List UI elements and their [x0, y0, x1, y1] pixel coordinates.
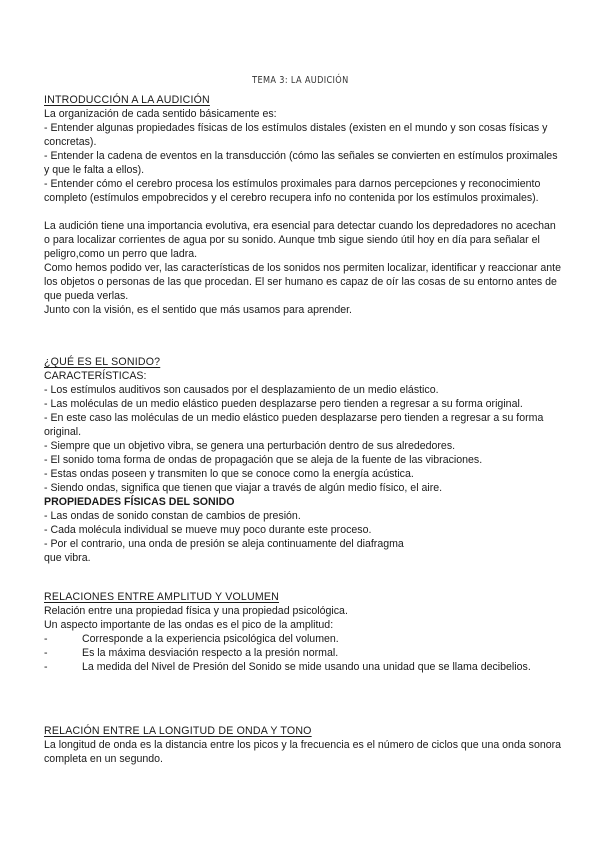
intro-heading: INTRODUCCIÓN A LA AUDICIÓN — [44, 94, 210, 106]
intro-paragraph: Junto con la visión, es el sentido que más usamos para aprender. — [44, 304, 352, 316]
dash-marker: - — [44, 661, 48, 673]
dash-marker: - — [44, 647, 48, 659]
amplitude-item — [44, 632, 564, 646]
amplitude-line: Relación entre una propiedad física y una propiedad psicológica. — [44, 605, 348, 617]
sound-subheading: CARACTERÍSTICAS: — [44, 370, 147, 382]
page-title: TEMA 3: LA AUDICIÓN — [252, 75, 349, 86]
amplitude-item — [44, 660, 564, 674]
intro-paragraph: Como hemos podido ver, las características de los sonidos nos permiten localizar, identificar y reaccionar ante los objetos o personas de las que procedan. El ser humano es capaz de oír las cosas de su entorno antes de que pueda verlas. — [44, 262, 561, 302]
sound-item: - Las moléculas de un medio elástico pueden desplazarse pero tienden a regresar a su forma original. — [44, 398, 523, 410]
wavelength-heading: RELACIÓN ENTRE LA LONGITUD DE ONDA Y TONO — [44, 725, 312, 737]
sound-item: - El sonido toma forma de ondas de propagación que se aleja de la fuente de las vibraciones. — [44, 454, 483, 466]
amplitude-item-text: Corresponde a la experiencia psicológica del volumen. — [82, 633, 339, 645]
amplitude-item-text: La medida del Nivel de Presión del Sonido se mide usando una unidad que se llama decibelios. — [82, 661, 531, 673]
sound-heading: ¿QUÉ ES EL SONIDO? — [44, 356, 161, 368]
intro-item: - Entender algunas propiedades físicas de los estímulos distales (existen en el mundo y son cosas físicas y concretas). — [44, 122, 548, 148]
wavelength-section — [44, 724, 564, 766]
sound-section — [44, 355, 564, 565]
intro-section — [44, 93, 564, 317]
wavelength-text: La longitud de onda es la distancia entre los picos y la frecuencia es el número de ciclos que una onda sonora completa en un segundo. — [44, 739, 562, 765]
amplitude-heading: RELACIONES ENTRE AMPLITUD Y VOLUMEN — [44, 591, 280, 603]
intro-item: - Entender la cadena de eventos en la transducción (cómo las señales se convierten en estímulos proximales y que le falta a ellos). — [44, 150, 558, 176]
sound-item: - Siempre que un objetivo vibra, se genera una perturbación dentro de sus alrededores. — [44, 440, 456, 452]
props-item: que vibra. — [44, 552, 91, 564]
dash-marker: - — [44, 633, 48, 645]
sound-item: - Los estímulos auditivos son causados por el desplazamiento de un medio elástico. — [44, 384, 439, 396]
intro-lead: La organización de cada sentido básicamente es: — [44, 108, 277, 120]
props-item: - Las ondas de sonido constan de cambios de presión. — [44, 510, 301, 522]
intro-item: - Entender cómo el cerebro procesa los estímulos proximales para darnos percepciones y reconocimiento completo (estímulos empobrecidos y el cerebro recupera info no contenida por los estímulos proximales). — [44, 178, 541, 204]
props-item: - Por el contrario, una onda de presión se aleja continuamente del diafragma — [44, 538, 404, 550]
sound-item: - Estas ondas poseen y transmiten lo que se conoce como la energía acústica. — [44, 468, 414, 480]
amplitude-line: Un aspecto importante de las ondas es el pico de la amplitud: — [44, 619, 334, 631]
intro-paragraph: La audición tiene una importancia evolutiva, era esencial para detectar cuando los depredadores no acechan o para localizar corrientes de agua por su sonido. Aunque tmb sigue siendo útil hoy en día para señalar el peligro,como un perro que ladra. — [44, 220, 556, 260]
props-heading: PROPIEDADES FÍSICAS DEL SONIDO — [44, 496, 235, 508]
props-item: - Cada molécula individual se mueve muy poco durante este proceso. — [44, 524, 372, 536]
amplitude-item-text: Es la máxima desviación respecto a la presión normal. — [82, 647, 339, 659]
amplitude-item — [44, 646, 564, 660]
amplitude-section — [44, 590, 564, 674]
sound-item: - En este caso las moléculas de un medio elástico pueden desplazarse pero tienden a regresar a su forma original. — [44, 412, 544, 438]
sound-item: - Siendo ondas, significa que tienen que viajar a través de algún medio físico, el aire. — [44, 482, 443, 494]
